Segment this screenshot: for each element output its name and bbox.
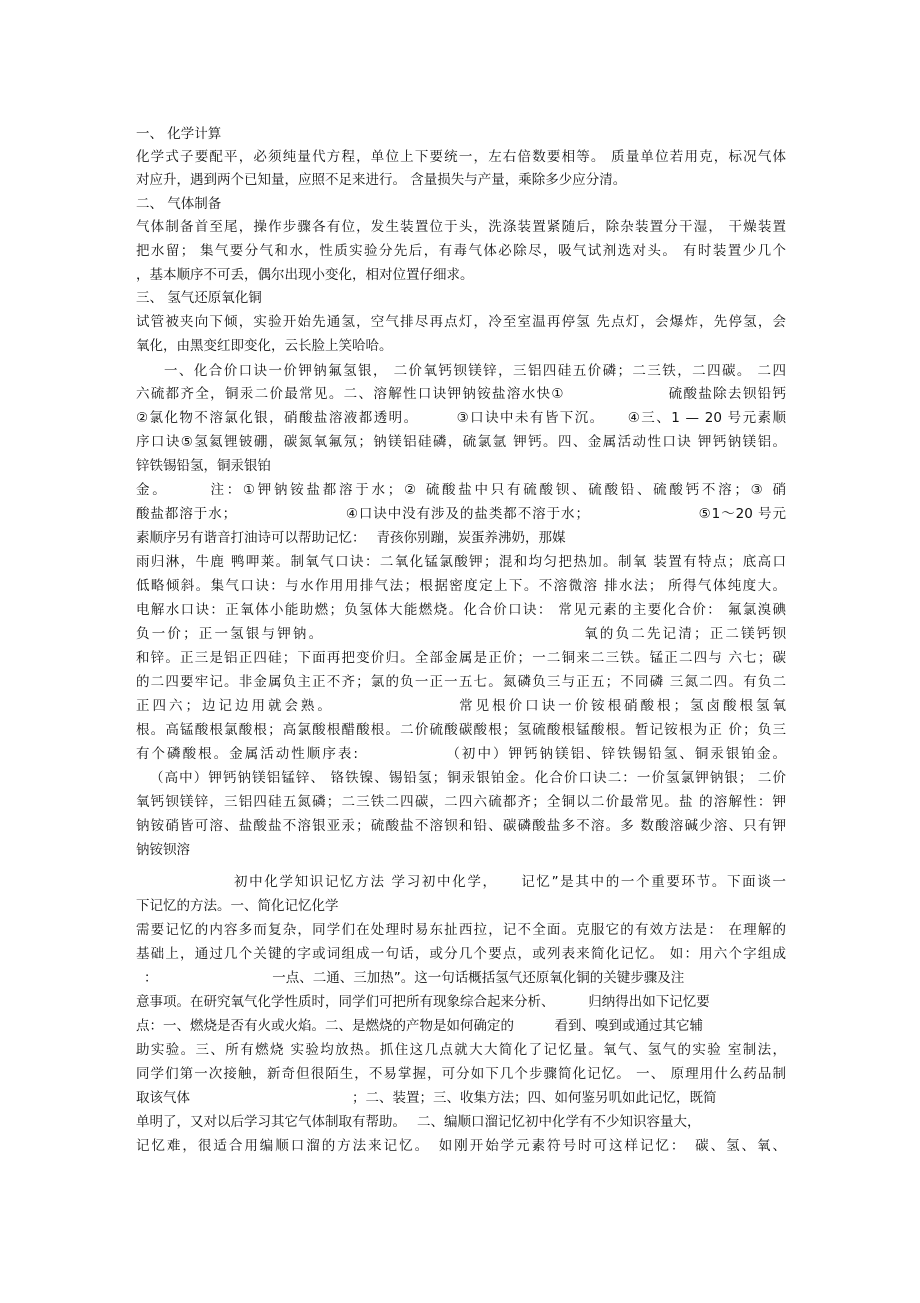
text-line: 序口诀⑤氢氦锂铍硼，碳氮氧氟氖；钠镁铝硅磷，硫氯氩 钾钙。四、金属活动性口诀 钾钙钠镁铝。	[136, 434, 786, 450]
text-line: 基础上，通过几个关键的字或词组成一句话，或分几个要点，或列表来简化记忆。 如：用六个字组成	[136, 946, 786, 962]
text-line: （高中）钾钙钠镁铝锰锌、 铬铁镍、锡铅氢；铜汞银铂金。化合价口诀二：一价氢氯钾钠银； 二价	[150, 770, 786, 786]
text-line: 三、 氢气还原氧化铜	[136, 290, 262, 306]
text-line: 和锌。正三是铝正四硅；下面再把变价归。全部金属是正价；一二铜来二三铁。锰正二四与 六七；碳	[136, 650, 786, 666]
text-line: 金。 注：①钾钠铵盐都溶于水；② 硫酸盐中只有硫酸钡、硫酸铅、硫酸钙不溶；③ 硝	[136, 482, 786, 498]
text-line: 助实验。三、所有燃烧 实验均放热。抓住这几点就大大简化了记忆量。氧气、氢气的实验 室制法，	[136, 1042, 786, 1058]
text-line: 素顺序另有谐音打油诗可以帮助记忆： 青孩你别蹦，炭蛋养沸奶，那媒	[136, 530, 566, 546]
text-line: 低略倾斜。集气口诀：与水作用用排气法；根据密度定上下。不溶微溶 排水法； 所得气体纯度大。	[136, 578, 786, 594]
text-line: 单明了，又对以后学习其它气体制取有帮助。 二、编顺口溜记忆初中化学有不少知识容量大，	[136, 1114, 701, 1130]
text-line: 有个磷酸根。金属活动性顺序表: （初中）钾钙钠镁铝、锌铁锡铅氢、铜汞银铂金。	[136, 746, 786, 762]
text-line: 对应升，遇到两个已知量，应照不足来进行。 含量损失与产量，乘除多少应分清。	[136, 172, 627, 188]
text-line: 正四六；边记边用就会熟。 常见根价口诀一价铵根硝酸根；氢卤酸根氢氧	[136, 698, 786, 714]
text-line: 把水留； 集气要分气和水，性质实验分先后，有毒气体必除尽，吸气试剂选对头。 有时装置少几个	[136, 243, 786, 259]
text-line: 初中化学知识记忆方法 学习初中化学， 记忆”是其中的一个重要环节。下面谈一	[234, 874, 786, 890]
text-line: 取该气体 ；二、装置；三、收集方法；四、如何鉴另叽如此记忆，既简	[136, 1090, 717, 1106]
text-line: 一、 化学计算	[136, 126, 222, 142]
text-line: 下记忆的方法。一、简化记忆化学	[136, 898, 339, 914]
text-line: 记忆难，很适合用编顺口溜的方法来记忆。 如刚开始学元素符号时可这样记忆： 碳、氢、氧、	[136, 1138, 786, 1154]
text-line: 雨归淋，牛鹿 鸭呷莱。制氧气口诀：二氧化锰氯酸钾；混和均匀把热加。制氧 装置有特点；底高口	[136, 554, 786, 570]
text-line: 氧化，由黑变红即变化，云长脸上笑哈哈。	[136, 338, 393, 354]
text-line: 钠铵钡溶	[136, 842, 190, 858]
text-line: 六硫都齐全，铜汞二价最常见。二、溶解性口诀钾钠铵盐溶水快① 硫酸盐除去钡铅钙	[136, 386, 786, 402]
text-line: 钠铵硝皆可溶、盐酸盐不溶银亚汞；硫酸盐不溶钡和铅、碳磷酸盐多不溶。多 数酸溶碱少溶、只有钾	[136, 818, 786, 834]
text-line: 酸盐都溶于水； ④口诀中没有涉及的盐类都不溶于水； ⑤1～20 号元	[136, 506, 786, 522]
text-line: 二、 气体制备	[136, 196, 222, 212]
text-line: ，基本顺序不可丢，偶尔出现小变化，相对位置仔细求。	[136, 267, 474, 283]
text-line: 同学们第一次接触，新奇但很陌生，不易掌握，可分如下几个步骤简化记忆。 一、 原理用什么药品制	[136, 1066, 786, 1082]
text-line: 意事项。在研究氧气化学性质时，同学们可把所有现象综合起来分析、 归纳得出如下记忆要	[136, 994, 710, 1010]
text-line: 电解水口诀：正氧体小能助燃；负氢体大能燃烧。化合价口诀： 常见元素的主要化合价： 氟氯溴碘	[136, 602, 786, 618]
text-line: 根。高锰酸根氯酸根；高氯酸根醋酸根。二价硫酸碳酸根；氢硫酸根锰酸根。暂记铵根为正 价；负三	[136, 722, 786, 738]
text-line: ②氯化物不溶氯化银，硝酸盐溶液都透明。 ③口诀中未有皆下沉。 ④三、1 — 20 号元素顺	[136, 410, 786, 426]
text-line: 负一价；正一氢银与钾钠。 氧的负二先记清；正二镁钙钡	[136, 626, 786, 642]
text-line: 需要记忆的内容多而复杂，同学们在处理时易东扯西拉，记不全面。克服它的有效方法是： 在理解的	[136, 922, 786, 938]
text-line: 气体制备首至尾，操作步骤各有位，发生装置位于头，洗涤装置紧随后，除杂装置分干湿， 干燥装置	[136, 219, 786, 235]
text-line: ： 一点、二通、三加热”。这一句话概括氢气还原氧化铜的关键步骤及注	[144, 970, 685, 986]
text-line: 氧钙钡镁锌，三铝四硅五氮磷；二三铁二四碳，二四六硫都齐；全铜以二价最常见。盐 的溶解性：钾	[136, 794, 786, 810]
text-line: 试管被夹向下倾，实验开始先通氢，空气排尽再点灯，冷至室温再停氢 先点灯，会爆炸，先停氢，会	[136, 314, 786, 330]
text-line: 锌铁锡铅氢，铜汞银铂	[136, 458, 271, 474]
text-line: 点：一、燃烧是否有火或火焰。二、是燃烧的产物是如何确定的 看到、嗅到或通过其它辅	[136, 1018, 703, 1034]
text-line: 化学式子要配平，必须纯量代方程，单位上下要统一，左右倍数要相等。 质量单位若用克，标况气体	[136, 149, 786, 165]
text-line: 的二四要牢记。非金属负主正不齐；氯的负一正一五七。氮磷负三与正五；不同磷 三氮二四。有负二	[136, 674, 786, 690]
text-line: 一、化合价口诀一价钾钠氟氢银， 二价氧钙钡镁锌，三铝四硅五价磷；二三铁，二四碳。 二四	[164, 363, 786, 379]
